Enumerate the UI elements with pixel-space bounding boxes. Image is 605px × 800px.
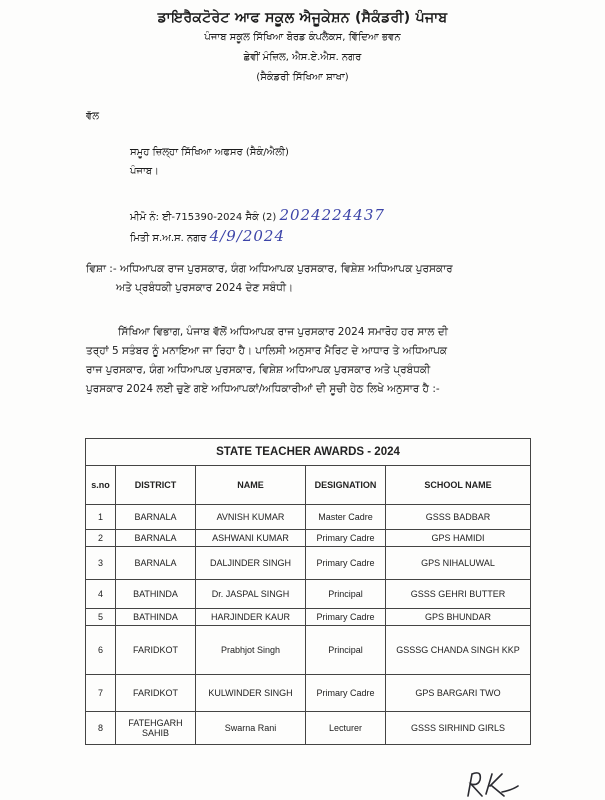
cell-school: GPS BHUNDAR (386, 609, 531, 626)
cell-district: BARNALA (116, 530, 196, 547)
body-line-3: ਰਾਜ ਪੁਰਸਕਾਰ, ਯੰਗ ਅਧਿਆਪਕ ਪੁਰਸਕਾਰ, ਵਿਸ਼ੇਸ਼ ਅਧਿਆਪਕ ਪੁਰਸਕਾਰ ਅਤੇ ਪ੍ਰਬੰਧਕੀ (86, 364, 431, 376)
cell-name: Swarna Rani (196, 712, 306, 745)
cell-sno: 3 (86, 547, 116, 580)
table-row (86, 530, 531, 547)
cell-designation: Primary Cadre (306, 547, 386, 580)
table-row (86, 547, 531, 580)
cell-sno: 5 (86, 609, 116, 626)
header-name: NAME (196, 466, 306, 505)
cell-district: FATEHGARH SAHIB (116, 712, 196, 745)
letterhead-org: ਡਾਇਰੈਕਟੋਰੇਟ ਆਫ ਸਕੂਲ ਐਜੂਕੇਸ਼ਨ (ਸੈਕੰਡਰੀ) ਪੰਜਾਬ (157, 10, 448, 26)
cell-district: BATHINDA (116, 609, 196, 626)
cell-school: GSSS SIRHIND GIRLS (386, 712, 531, 745)
cell-name: Prabhjot Singh (196, 626, 306, 675)
cell-sno: 4 (86, 580, 116, 609)
subject-line-1: ਵਿਸ਼ਾ :- ਅਧਿਆਪਕ ਰਾਜ ਪੁਰਸਕਾਰ, ਯੰਗ ਅਧਿਆਪਕ ਪੁਰਸਕਾਰ, ਵਿਸ਼ੇਸ਼ ਅਧਿਆਪਕ ਪੁਰਸਕਾਰ (86, 263, 453, 275)
cell-designation: Principal (306, 580, 386, 609)
cell-name: AVNISH KUMAR (196, 505, 306, 530)
cell-district: BATHINDA (116, 580, 196, 609)
cell-designation: Master Cadre (306, 505, 386, 530)
table-title-row (86, 439, 531, 466)
addressee-recipient: ਸਮੂਹ ਜ਼ਿਲ੍ਹਾ ਸਿੱਖਿਆ ਅਫਸਰ (ਸੈਕੰ/ਐਲੀ) (130, 147, 289, 158)
header-school: SCHOOL NAME (386, 466, 531, 505)
cell-designation: Primary Cadre (306, 609, 386, 626)
memo-number: 2024224437 (279, 206, 385, 224)
cell-district: BARNALA (116, 505, 196, 530)
table-row (86, 609, 531, 626)
cell-sno: 2 (86, 530, 116, 547)
letterhead-branch: (ਸੈਕੰਡਰੀ ਸਿੱਖਿਆ ਸ਼ਾਖਾ) (256, 72, 349, 83)
cell-district: FARIDKOT (116, 675, 196, 712)
cell-school: GSSSG CHANDA SINGH KKP (386, 626, 531, 675)
memo-date: 4/9/2024 (209, 227, 285, 245)
cell-name: Dr. JASPAL SINGH (196, 580, 306, 609)
cell-sno: 8 (86, 712, 116, 745)
table-header-row (86, 466, 531, 505)
addressee-to: ਵੱਲ (86, 111, 100, 122)
cell-designation: Lecturer (306, 712, 386, 745)
signature-mark (462, 768, 522, 800)
letterhead-address-2: ਛੇਵੀਂ ਮੰਜ਼ਿਲ, ਐਸ.ਏ.ਐਸ. ਨਗਰ (243, 52, 362, 63)
header-designation: DESIGNATION (306, 466, 386, 505)
cell-school: GPS BARGARI TWO (386, 675, 531, 712)
awards-table (85, 438, 531, 745)
table-row (86, 712, 531, 745)
cell-sno: 1 (86, 505, 116, 530)
letterhead-address-1: ਪੰਜਾਬ ਸਕੂਲ ਸਿੱਖਿਆ ਬੋਰਡ ਕੰਪਲੈਕਸ, ਵਿੱਦਿਆ ਭਵਨ (204, 32, 401, 43)
cell-name: HARJINDER KAUR (196, 609, 306, 626)
body-line-4: ਪੁਰਸਕਾਰ 2024 ਲਈ ਚੁਣੇ ਗਏ ਅਧਿਆਪਕਾਂ/ਅਧਿਕਾਰੀਆਂ ਦੀ ਸੂਚੀ ਹੇਠ ਲਿਖੇ ਅਨੁਸਾਰ ਹੈ :- (86, 383, 440, 395)
cell-name: KULWINDER SINGH (196, 675, 306, 712)
cell-school: GPS HAMIDI (386, 530, 531, 547)
header-sno: s.no (86, 466, 116, 505)
date-prefix: ਮਿਤੀ ਸ.ਅ.ਸ. ਨਗਰ (130, 233, 207, 244)
memo-line (130, 206, 385, 224)
cell-name: DALJINDER SINGH (196, 547, 306, 580)
cell-district: FARIDKOT (116, 626, 196, 675)
cell-school: GSSS GEHRI BUTTER (386, 580, 531, 609)
cell-school: GSSS BADBAR (386, 505, 531, 530)
table-row (86, 675, 531, 712)
table-row (86, 580, 531, 609)
cell-sno: 6 (86, 626, 116, 675)
cell-district: BARNALA (116, 547, 196, 580)
table-title: STATE TEACHER AWARDS - 2024 (86, 439, 531, 466)
body-paragraph (86, 323, 448, 399)
cell-sno: 7 (86, 675, 116, 712)
cell-school: GPS NIHALUWAL (386, 547, 531, 580)
subject-block (86, 260, 453, 298)
body-line-1: ਸਿੱਖਿਆ ਵਿਭਾਗ, ਪੰਜਾਬ ਵੱਲੋਂ ਅਧਿਆਪਕ ਰਾਜ ਪੁਰਸਕਾਰ 2024 ਸਮਾਰੋਹ ਹਰ ਸਾਲ ਦੀ (118, 326, 448, 338)
cell-name: ASHWANI KUMAR (196, 530, 306, 547)
subject-line-2: ਅਤੇ ਪ੍ਰਬੰਧਕੀ ਪੁਰਸਕਾਰ 2024 ਦੇਣ ਸਬੰਧੀ। (116, 282, 294, 294)
memo-prefix: ਮੀਮੋ ਨੰ: ਈ-715390-2024 ਸੈਕੰ (2) (130, 212, 277, 223)
table-row (86, 626, 531, 675)
cell-designation: Primary Cadre (306, 530, 386, 547)
header-district: DISTRICT (116, 466, 196, 505)
table-row (86, 505, 531, 530)
body-line-2: ਤਰ੍ਹਾਂ 5 ਸਤੰਬਰ ਨੂੰ ਮਨਾਇਆ ਜਾ ਰਿਹਾ ਹੈ। ਪਾਲਿਸੀ ਅਨੁਸਾਰ ਮੈਰਿਟ ਦੇ ਆਧਾਰ ਤੇ ਅਧਿਆਪਕ (86, 345, 448, 357)
cell-designation: Principal (306, 626, 386, 675)
awards-table-container (85, 438, 530, 745)
cell-designation: Primary Cadre (306, 675, 386, 712)
date-line (130, 227, 285, 245)
addressee-state: ਪੰਜਾਬ। (130, 166, 159, 177)
